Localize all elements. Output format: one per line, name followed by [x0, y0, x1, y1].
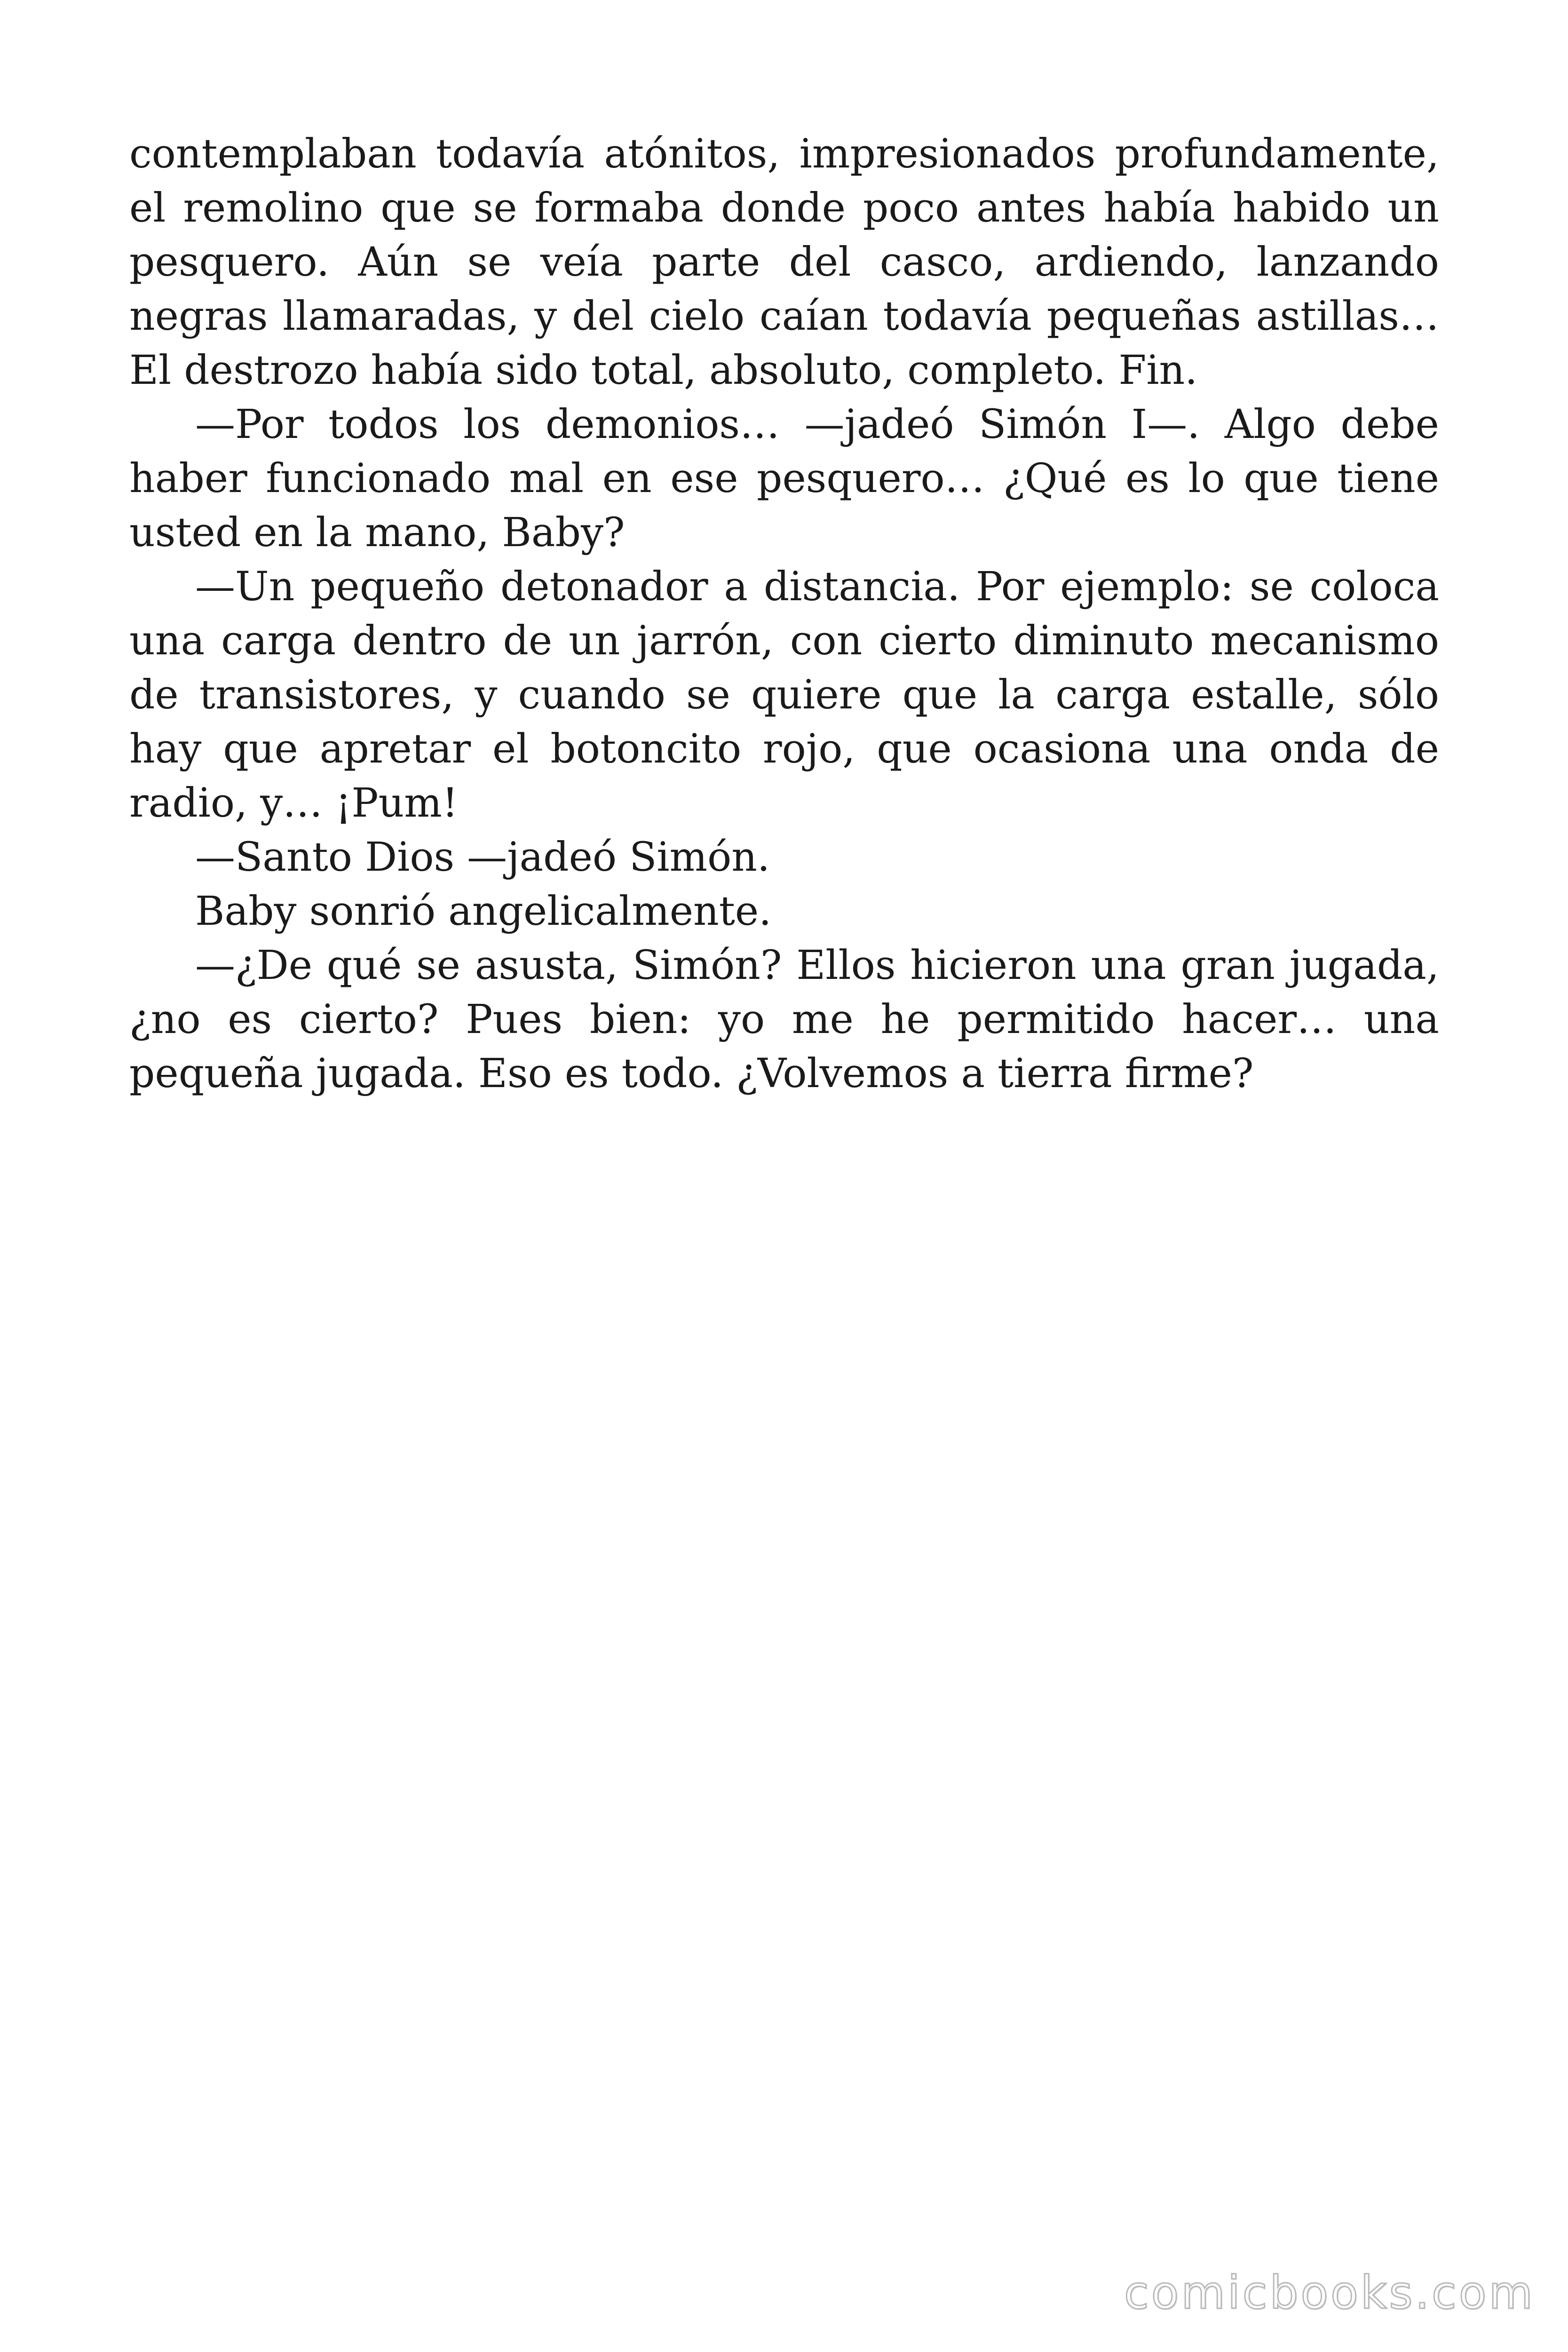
paragraph-narration: Baby sonrió angelicalmente. — [195, 888, 772, 935]
paragraph-dialogue: —Santo Dios —jadeó Simón. — [195, 834, 770, 881]
paragraph-dialogue: —¿De qué se asusta, Simón? Ellos hicieron una gran jugada, ¿no es cierto? Pues bien: yo me he permitido hacer… una pequeña jugada. Eso es todo. ¿Volvemos a tierra firme? — [129, 942, 1439, 1097]
paragraph-dialogue: —Por todos los demonios… —jadeó Simón I—. Algo debe haber funcionado mal en ese pesquero… ¿Qué es lo que tiene usted en la mano, Baby? — [129, 401, 1439, 556]
body-text — [129, 127, 1439, 1101]
paragraph-dialogue: —Un pequeño detonador a distancia. Por ejemplo: se coloca una carga dentro de un jarrón, con cierto diminuto mecanismo de transistores, y cuando se quiere que la carga estalle, sólo hay que apretar el botoncito rojo, que ocasiona una onda de radio, y… ¡Pum! — [129, 564, 1439, 826]
watermark: comicbooks.com — [1124, 2266, 1535, 2319]
paragraph-continued: contemplaban todavía atónitos, impresionados profundamente, el remolino que se formaba donde poco antes había habido un pesquero. Aún se veía parte del casco, ardiendo, lanzando negras llamaradas, y del cielo caían todavía pequeñas astillas… El destrozo había sido total, absoluto, completo. Fin. — [129, 131, 1439, 394]
